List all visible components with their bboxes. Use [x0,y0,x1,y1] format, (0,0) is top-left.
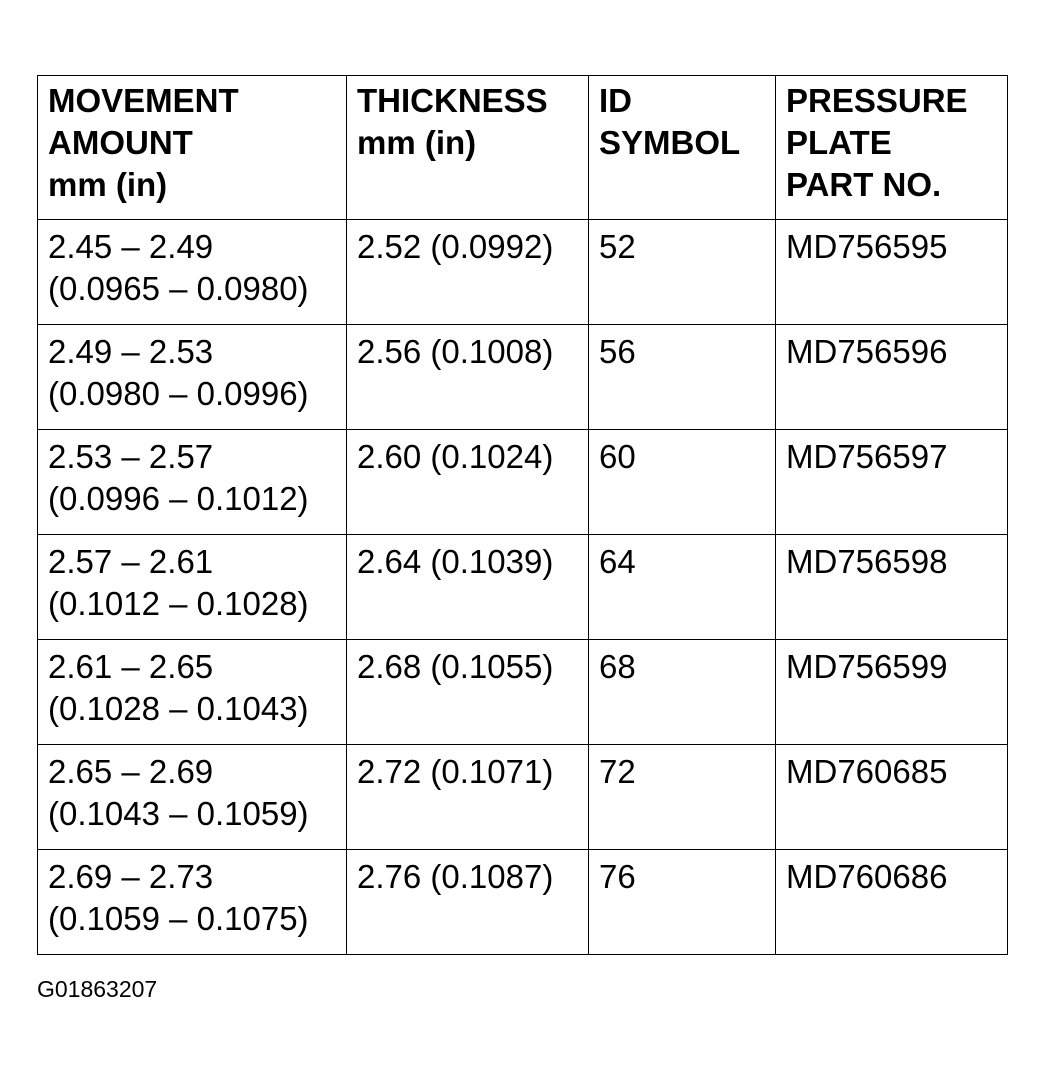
cell-movement-amount: 2.61 – 2.65 (0.1028 – 0.1043) [38,640,347,745]
cell-part-no: MD760685 [776,745,1008,850]
table-row [38,640,1008,745]
cell-id-symbol: 56 [589,325,776,430]
table-row [38,745,1008,850]
cell-thickness: 2.72 (0.1071) [347,745,589,850]
table-row [38,535,1008,640]
cell-part-no: MD756599 [776,640,1008,745]
cell-part-no: MD756596 [776,325,1008,430]
cell-movement-amount: 2.69 – 2.73 (0.1059 – 0.1075) [38,850,347,955]
cell-movement-amount: 2.45 – 2.49 (0.0965 – 0.0980) [38,220,347,325]
header-thickness: THICKNESS mm (in) [347,76,589,220]
cell-part-no: MD756598 [776,535,1008,640]
cell-movement-amount: 2.65 – 2.69 (0.1043 – 0.1059) [38,745,347,850]
cell-id-symbol: 60 [589,430,776,535]
header-part-no: PRESSURE PLATE PART NO. [776,76,1008,220]
cell-movement-amount: 2.49 – 2.53 (0.0980 – 0.0996) [38,325,347,430]
table-row [38,850,1008,955]
table-row [38,430,1008,535]
cell-id-symbol: 52 [589,220,776,325]
cell-thickness: 2.52 (0.0992) [347,220,589,325]
cell-movement-amount: 2.53 – 2.57 (0.0996 – 0.1012) [38,430,347,535]
cell-thickness: 2.60 (0.1024) [347,430,589,535]
cell-id-symbol: 72 [589,745,776,850]
pressure-plate-spec-table [37,75,1008,955]
cell-id-symbol: 64 [589,535,776,640]
cell-thickness: 2.76 (0.1087) [347,850,589,955]
header-movement-amount: MOVEMENT AMOUNT mm (in) [38,76,347,220]
figure-code: G01863207 [37,976,158,1002]
cell-thickness: 2.56 (0.1008) [347,325,589,430]
cell-part-no: MD756597 [776,430,1008,535]
cell-part-no: MD756595 [776,220,1008,325]
cell-movement-amount: 2.57 – 2.61 (0.1012 – 0.1028) [38,535,347,640]
cell-id-symbol: 68 [589,640,776,745]
table-row [38,220,1008,325]
cell-id-symbol: 76 [589,850,776,955]
table-row [38,325,1008,430]
header-row [38,76,1008,220]
header-id-symbol: ID SYMBOL [589,76,776,220]
cell-part-no: MD760686 [776,850,1008,955]
cell-thickness: 2.68 (0.1055) [347,640,589,745]
cell-thickness: 2.64 (0.1039) [347,535,589,640]
